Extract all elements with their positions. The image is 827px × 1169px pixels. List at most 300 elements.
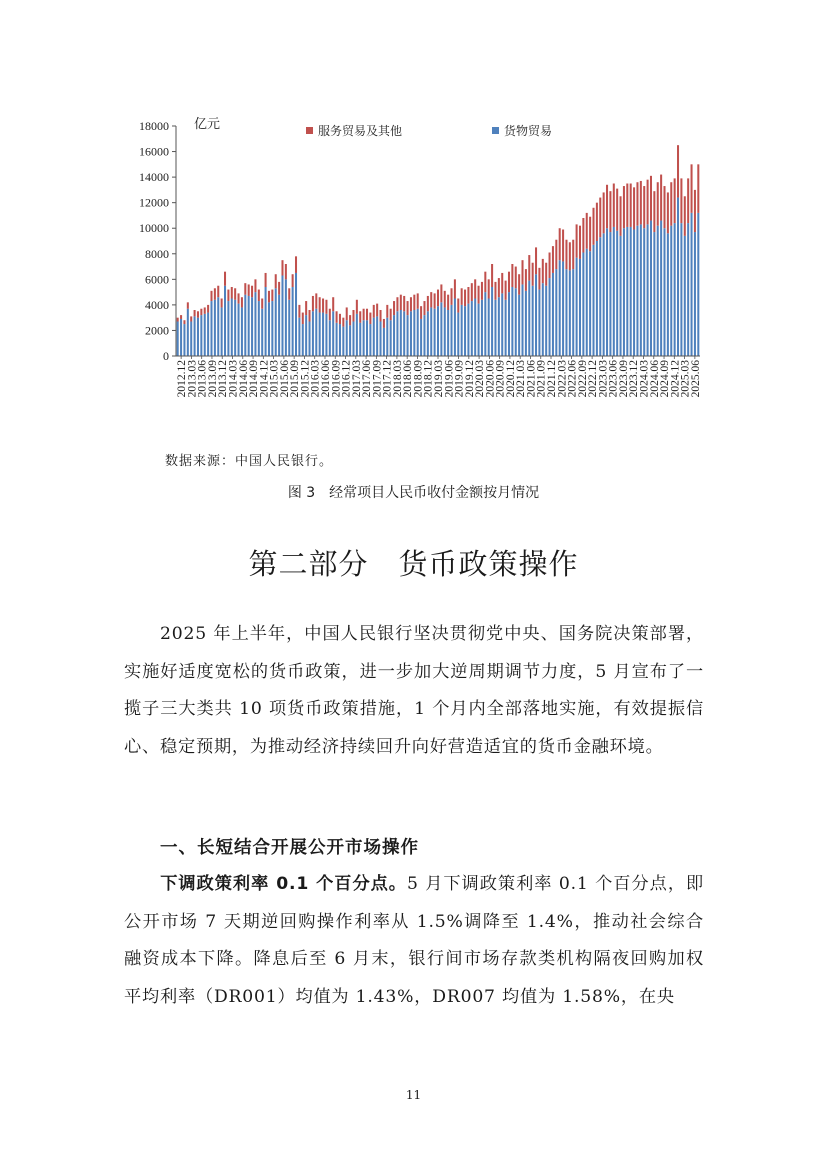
x-tick-label: 2016.12: [340, 360, 353, 398]
bar-services: [478, 286, 480, 304]
bar-services: [474, 279, 476, 298]
bar-goods: [484, 292, 486, 356]
bar-services: [613, 184, 615, 227]
bar-goods: [231, 299, 233, 357]
bar-goods: [248, 296, 250, 356]
bar-goods: [640, 224, 642, 356]
bar-goods: [636, 226, 638, 356]
bar-goods: [437, 306, 439, 356]
bar-services: [221, 299, 223, 308]
x-tick-label: 2013.06: [196, 360, 209, 398]
bar-goods: [329, 320, 331, 356]
bar-services: [248, 284, 250, 296]
bar-services: [657, 182, 659, 225]
bar-services: [643, 186, 645, 228]
x-tick-label: 2018.03: [391, 360, 404, 398]
bar-services: [346, 307, 348, 320]
bar-services: [488, 279, 490, 298]
y-tick-label: 4000: [145, 297, 169, 312]
bar-services: [518, 274, 520, 294]
y-tick-label: 2000: [145, 323, 169, 338]
x-tick-label: 2025.06: [689, 360, 702, 398]
x-tick-label: 2024.06: [648, 360, 661, 398]
bar-services: [437, 290, 439, 307]
bar-goods: [488, 299, 490, 357]
source-note: 数据来源：中国人民银行。: [165, 454, 334, 469]
bar-goods: [457, 313, 459, 356]
x-tick-label: 2015.09: [289, 360, 302, 398]
bar-services: [352, 310, 354, 322]
bar-goods: [694, 232, 696, 356]
bar-goods: [241, 307, 243, 356]
bar-services: [373, 305, 375, 318]
bar-goods: [352, 322, 354, 357]
bar-services: [660, 175, 662, 221]
bar-goods: [214, 300, 216, 356]
legend: [306, 123, 552, 138]
x-tick-label: 2022.06: [566, 360, 579, 398]
bar-goods: [674, 223, 676, 356]
bar-goods: [177, 322, 179, 357]
bar-goods: [366, 320, 368, 356]
bar-goods: [680, 223, 682, 356]
bar-services: [275, 274, 277, 288]
bar-goods: [667, 233, 669, 356]
bar-goods: [380, 322, 382, 357]
x-tick-label: 2014.06: [237, 360, 250, 398]
bar-goods: [275, 288, 277, 356]
bar-services: [545, 263, 547, 286]
bar-services: [691, 164, 693, 213]
bar-goods: [552, 273, 554, 356]
bar-services: [339, 314, 341, 324]
figure-caption-text: 经常项目人民币收付金额按月情况: [329, 485, 540, 501]
bar-goods: [670, 226, 672, 356]
bar-services: [444, 291, 446, 308]
bar-services: [427, 296, 429, 311]
x-tick-label: 2022.03: [556, 360, 569, 398]
bar-goods: [183, 324, 185, 356]
x-tick-label: 2015.12: [299, 360, 312, 398]
bar-goods: [322, 313, 324, 356]
bar-goods: [356, 314, 358, 356]
x-tick-label: 2013.03: [186, 360, 199, 398]
bar-goods: [481, 300, 483, 356]
bar-goods: [592, 245, 594, 356]
figure-caption: [0, 482, 827, 502]
bar-goods: [224, 286, 226, 356]
bar-services: [565, 240, 567, 269]
bar-goods: [467, 304, 469, 356]
bar-goods: [606, 228, 608, 356]
bar-goods: [616, 231, 618, 356]
bar-goods: [613, 227, 615, 356]
legend-label-goods: 货物贸易: [504, 124, 553, 138]
bar-services: [430, 292, 432, 307]
bar-services: [407, 301, 409, 315]
bars-layer: [177, 145, 700, 356]
bar-services: [390, 309, 392, 321]
bar-services: [464, 290, 466, 307]
x-tick-label: 2020.12: [504, 360, 517, 398]
bar-services: [481, 282, 483, 300]
bar-goods: [278, 295, 280, 356]
bar-goods: [369, 324, 371, 356]
bar-goods: [538, 290, 540, 356]
bar-services: [241, 297, 243, 307]
bar-services: [349, 315, 351, 325]
bar-services: [549, 253, 551, 279]
bar-goods: [505, 300, 507, 356]
bar-services: [586, 213, 588, 249]
bar-goods: [532, 286, 534, 356]
bar-services: [363, 309, 365, 321]
bar-services: [626, 184, 628, 227]
bar-services: [292, 274, 294, 287]
bar-services: [670, 182, 672, 225]
bar-goods: [187, 309, 189, 356]
bar-services: [694, 190, 696, 232]
x-tick-label: 2013.09: [206, 360, 219, 398]
x-tick-label: 2015.06: [278, 360, 291, 398]
bar-services: [309, 310, 311, 322]
bar-services: [582, 218, 584, 253]
bar-goods: [650, 221, 652, 356]
bar-goods: [376, 316, 378, 356]
bar-services: [200, 309, 202, 315]
bar-services: [633, 187, 635, 229]
bar-goods: [620, 236, 622, 356]
bar-goods: [447, 310, 449, 356]
bar-goods: [684, 236, 686, 356]
bar-goods: [288, 300, 290, 356]
bar-services: [592, 208, 594, 245]
bar-goods: [194, 316, 196, 356]
bar-services: [467, 287, 469, 304]
bar-goods: [265, 287, 267, 356]
bar-services: [494, 282, 496, 300]
bar-services: [677, 145, 679, 197]
paragraph-2-body: 5 月下调政策利率 0.1 个百分点，即公开市场 7 天期逆回购操作利率从 1.5%调降至 1.4%，推动社会综合融资成本下降。降息后至 6 月末，银行间市场存款类机构隔夜回购加权平均利率（DR001）均值为 1.43%，DR007 均值为 1.58%，在央: [124, 874, 704, 1007]
y-tick-label: 6000: [145, 272, 169, 287]
bar-goods: [180, 319, 182, 356]
bar-goods: [396, 311, 398, 356]
x-tick-label: 2024.09: [659, 360, 672, 398]
bar-goods: [535, 274, 537, 356]
bar-goods: [451, 305, 453, 356]
bar-services: [471, 283, 473, 301]
bar-goods: [420, 319, 422, 356]
figure-number: 图 3: [287, 485, 316, 501]
bar-services: [454, 279, 456, 298]
bar-goods: [599, 237, 601, 356]
x-tick-label: 2023.12: [628, 360, 641, 398]
x-tick-label: 2023.09: [617, 360, 630, 398]
bar-services: [393, 301, 395, 315]
unit-label: 亿元: [194, 116, 221, 131]
bar-services: [667, 192, 669, 233]
bar-goods: [221, 307, 223, 356]
bar-services: [231, 287, 233, 299]
bar-services: [315, 293, 317, 308]
bar-services: [366, 309, 368, 321]
bar-services: [281, 260, 283, 275]
bar-goods: [555, 269, 557, 356]
x-tick-label: 2019.03: [433, 360, 445, 398]
bar-goods: [298, 318, 300, 356]
bar-services: [498, 278, 500, 297]
bar-goods: [234, 300, 236, 356]
bar-goods: [346, 320, 348, 356]
x-tick-label: 2018.06: [402, 360, 415, 398]
bar-services: [298, 305, 300, 318]
bar-services: [413, 295, 415, 310]
x-tick-label: 2015.03: [268, 360, 281, 398]
bar-goods: [572, 269, 574, 356]
bar-goods: [660, 221, 662, 356]
bar-goods: [525, 291, 527, 356]
bar-goods: [227, 301, 229, 356]
bar-goods: [471, 301, 473, 356]
bar-goods: [579, 259, 581, 356]
bar-goods: [430, 307, 432, 356]
bar-services: [190, 316, 192, 321]
bar-goods: [677, 198, 679, 356]
bar-services: [342, 318, 344, 327]
bar-goods: [559, 260, 561, 356]
bar-services: [640, 181, 642, 224]
x-tick-label: 2025.03: [679, 360, 692, 398]
x-tick-label: 2019.12: [463, 360, 476, 398]
bar-goods: [515, 288, 517, 356]
subheading: 一、长短结合开展公开市场操作: [160, 838, 419, 858]
bar-services: [650, 176, 652, 221]
bar-goods: [261, 309, 263, 356]
bar-services: [616, 189, 618, 231]
y-tick-label: 10000: [139, 221, 169, 236]
bar-services: [511, 264, 513, 287]
bar-goods: [498, 297, 500, 356]
bar-services: [227, 290, 229, 302]
bar-goods: [663, 228, 665, 356]
bar-goods: [400, 310, 402, 356]
bar-goods: [549, 278, 551, 356]
bar-goods: [417, 309, 419, 356]
payments-stacked-bar-chart: [120, 108, 720, 438]
bar-services: [423, 301, 425, 315]
x-tick-label: 2023.03: [597, 360, 610, 398]
x-tick-label: 2018.09: [412, 360, 425, 398]
x-tick-label: 2024.03: [638, 360, 651, 398]
paragraph-2-lead: 下调政策利率 0.1 个百分点。: [160, 874, 407, 894]
bar-services: [380, 310, 382, 322]
bar-goods: [494, 300, 496, 356]
bar-services: [589, 217, 591, 252]
x-tick-label: 2021.03: [515, 360, 528, 398]
bar-goods: [332, 311, 334, 356]
bar-goods: [603, 233, 605, 356]
bar-goods: [440, 302, 442, 356]
bar-goods: [251, 297, 253, 356]
bar-services: [508, 272, 510, 292]
x-tick-label: 2016.06: [319, 360, 332, 398]
bar-goods: [373, 318, 375, 356]
bar-services: [603, 192, 605, 233]
bar-services: [207, 305, 209, 313]
bar-services: [383, 319, 385, 328]
bar-goods: [565, 269, 567, 356]
bar-services: [491, 264, 493, 287]
bar-goods: [238, 304, 240, 356]
legend-label-services: 服务贸易及其他: [318, 124, 403, 138]
bar-services: [278, 282, 280, 295]
bar-goods: [522, 284, 524, 356]
bar-goods: [319, 313, 321, 356]
bar-services: [417, 293, 419, 308]
x-tick-label: 2024.12: [669, 360, 682, 398]
bar-goods: [349, 325, 351, 356]
bar-goods: [312, 311, 314, 356]
y-tick-label: 12000: [139, 195, 169, 210]
bar-goods: [542, 283, 544, 356]
bar-goods: [407, 315, 409, 356]
bar-goods: [582, 253, 584, 357]
bar-services: [576, 224, 578, 257]
bar-services: [305, 301, 307, 315]
bar-services: [356, 300, 358, 314]
bar-goods: [630, 227, 632, 356]
bar-goods: [643, 228, 645, 356]
bar-services: [180, 315, 182, 319]
bar-services: [271, 290, 273, 302]
bar-services: [302, 313, 304, 325]
y-axis: [139, 119, 176, 363]
bar-services: [501, 273, 503, 293]
bar-services: [572, 240, 574, 269]
bar-services: [322, 299, 324, 313]
x-tick-label: 2021.12: [546, 360, 559, 398]
bar-goods: [315, 309, 317, 356]
bar-services: [312, 296, 314, 311]
x-tick-label: 2022.12: [587, 360, 600, 398]
bar-goods: [518, 295, 520, 356]
bar-goods: [653, 232, 655, 356]
bar-services: [194, 310, 196, 316]
bar-services: [647, 180, 649, 225]
bar-services: [254, 279, 256, 292]
x-tick-label: 2023.06: [607, 359, 620, 398]
bar-services: [420, 306, 422, 319]
bar-goods: [386, 318, 388, 356]
bar-goods: [254, 292, 256, 356]
bar-goods: [501, 293, 503, 356]
bar-goods: [305, 315, 307, 356]
bar-goods: [359, 323, 361, 356]
x-tick-label: 2021.09: [535, 360, 548, 398]
x-tick-label: 2017.03: [350, 360, 363, 398]
y-tick-label: 8000: [145, 246, 169, 261]
bar-services: [234, 288, 236, 300]
bar-goods: [258, 301, 260, 356]
bar-services: [369, 313, 371, 325]
bar-goods: [609, 232, 611, 356]
bar-services: [210, 291, 212, 301]
bar-services: [451, 288, 453, 305]
x-tick-label: 2014.03: [227, 360, 240, 398]
page-number: 11: [405, 1088, 422, 1102]
bar-goods: [623, 228, 625, 356]
bar-services: [457, 299, 459, 313]
bar-goods: [339, 324, 341, 356]
bar-services: [697, 164, 699, 213]
bar-services: [484, 272, 486, 292]
bar-services: [244, 283, 246, 295]
x-tick-label: 2016.03: [309, 360, 322, 398]
bar-services: [386, 305, 388, 318]
bar-services: [562, 230, 564, 262]
bar-services: [295, 256, 297, 273]
bar-services: [538, 268, 540, 290]
bar-goods: [586, 249, 588, 356]
bar-services: [268, 291, 270, 303]
bar-services: [555, 240, 557, 269]
section-heading: 第二部分 货币政策操作: [248, 547, 579, 581]
bar-services: [505, 281, 507, 300]
x-tick-label: 2016.09: [330, 360, 343, 398]
bar-goods: [393, 315, 395, 356]
bar-services: [251, 286, 253, 298]
bar-services: [525, 269, 527, 291]
y-tick-label: 18000: [139, 119, 169, 133]
bar-goods: [478, 304, 480, 356]
bar-services: [325, 300, 327, 314]
bar-goods: [271, 301, 273, 356]
bar-services: [197, 311, 199, 317]
bar-goods: [268, 302, 270, 356]
paragraph-2: [124, 866, 704, 1016]
bar-services: [177, 318, 179, 322]
bar-services: [183, 320, 185, 324]
bar-services: [217, 286, 219, 298]
x-tick-label: 2017.12: [381, 360, 394, 398]
bar-goods: [589, 251, 591, 356]
bar-services: [336, 311, 338, 323]
x-tick-label: 2020.06: [484, 360, 497, 398]
bar-services: [329, 309, 331, 321]
bar-services: [599, 198, 601, 238]
paragraph-1-text: 2025 年上半年，中国人民银行坚决贯彻党中央、国务院决策部署，实施好适度宽松的货币政策，进一步加大逆周期调节力度，5 月宣布了一揽子三大类共 10 项货币政策措施，1 个月内全部落地实施，有效提振信心、稳定预期，为推动经济持续回升向好营造适宜的货币金融环境。: [124, 624, 704, 757]
bar-goods: [410, 311, 412, 356]
bar-services: [542, 259, 544, 283]
bar-services: [410, 297, 412, 311]
x-tick-label: 2018.12: [422, 360, 435, 398]
bar-services: [687, 178, 689, 223]
bar-goods: [292, 287, 294, 356]
bar-goods: [434, 309, 436, 356]
bar-goods: [302, 324, 304, 356]
bar-services: [224, 272, 226, 286]
bar-goods: [633, 230, 635, 357]
bar-services: [528, 255, 530, 281]
bar-goods: [647, 224, 649, 356]
bar-goods: [562, 261, 564, 356]
bar-goods: [444, 307, 446, 356]
x-tick-label: 2021.06: [525, 360, 538, 398]
x-tick-label: 2019.09: [453, 360, 466, 398]
bar-services: [447, 295, 449, 310]
x-tick-label: 2014.09: [248, 360, 261, 398]
paragraph-1: [124, 616, 704, 766]
